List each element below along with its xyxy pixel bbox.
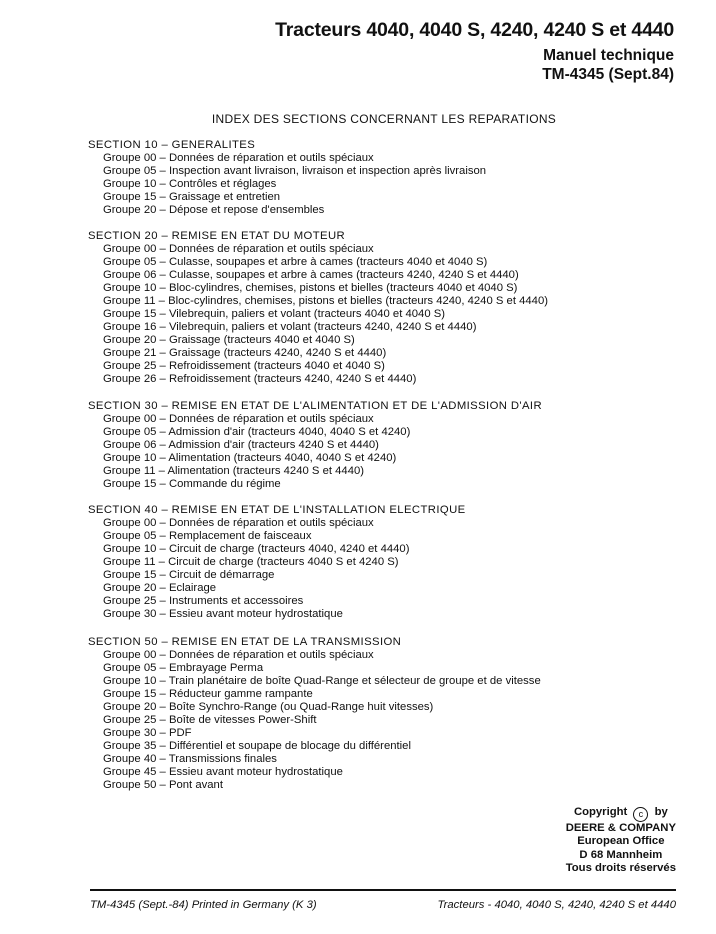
group-entry: Groupe 20 – Dépose et repose d'ensembles (103, 204, 325, 216)
section-title: SECTION 40 – REMISE EN ETAT DE L'INSTALLATION ELECTRIQUE (88, 504, 466, 516)
document-code: TM-4345 (Sept.84) (542, 66, 674, 83)
group-entry: Groupe 25 – Boîte de vitesses Power-Shift (103, 714, 317, 726)
footer-left: TM-4345 (Sept.-84) Printed in Germany (K 3) (90, 899, 317, 911)
group-entry: Groupe 05 – Admission d'air (tracteurs 4040, 4040 S et 4240) (103, 426, 411, 438)
group-entry: Groupe 26 – Refroidissement (tracteurs 4240, 4240 S et 4440) (103, 373, 417, 385)
document-header (275, 18, 674, 84)
group-entry: Groupe 30 – PDF (103, 727, 192, 739)
group-entry: Groupe 11 – Bloc-cylindres, chemises, pistons et bielles (tracteurs 4240, 4240 S et 4440) (103, 295, 548, 307)
group-entry: Groupe 06 – Admission d'air (tracteurs 4240 S et 4440) (103, 439, 379, 451)
group-entry: Groupe 10 – Bloc-cylindres, chemises, pistons et bielles (tracteurs 4040 et 4040 S) (103, 282, 518, 294)
group-entry: Groupe 15 – Réducteur gamme rampante (103, 688, 313, 700)
section-10 (88, 139, 486, 217)
group-entry: Groupe 10 – Train planétaire de boîte Quad-Range et sélecteur de groupe et de vitesse (103, 675, 541, 687)
group-entry: Groupe 00 – Données de réparation et outils spéciaux (103, 517, 374, 529)
group-entry: Groupe 00 – Données de réparation et outils spéciaux (103, 243, 374, 255)
group-entry: Groupe 21 – Graissage (tracteurs 4240, 4240 S et 4440) (103, 347, 387, 359)
section-20 (88, 230, 548, 386)
document-title: Tracteurs 4040, 4040 S, 4240, 4240 S et 4440 (275, 19, 674, 41)
group-entry: Groupe 20 – Boîte Synchro-Range (ou Quad-Range huit vitesses) (103, 701, 434, 713)
section-title: SECTION 30 – REMISE EN ETAT DE L'ALIMENTATION ET DE L'ADMISSION D'AIR (88, 400, 543, 412)
section-40 (88, 504, 466, 621)
group-entry: Groupe 05 – Embrayage Perma (103, 662, 264, 674)
group-entry: Groupe 20 – Eclairage (103, 582, 217, 594)
rights-notice: Tous droits réservés (565, 862, 676, 875)
company-office: European Office (577, 835, 665, 848)
footer-right: Tracteurs - 4040, 4040 S, 4240, 4240 S et 4440 (437, 899, 676, 911)
group-entry: Groupe 20 – Graissage (tracteurs 4040 et 4040 S) (103, 334, 355, 346)
section-title: SECTION 50 – REMISE EN ETAT DE LA TRANSMISSION (88, 636, 402, 648)
group-entry: Groupe 40 – Transmissions finales (103, 753, 277, 765)
group-entry: Groupe 10 – Alimentation (tracteurs 4040, 4040 S et 4240) (103, 452, 397, 464)
company-city: D 68 Mannheim (579, 848, 663, 861)
group-entry: Groupe 00 – Données de réparation et outils spéciaux (103, 413, 374, 425)
section-30 (88, 400, 542, 491)
group-entry: Groupe 15 – Circuit de démarrage (103, 569, 275, 581)
index-title: INDEX DES SECTIONS CONCERNANT LES REPARATIONS (211, 112, 557, 126)
group-entry: Groupe 05 – Culasse, soupapes et arbre à cames (tracteurs 4040 et 4040 S) (103, 256, 488, 268)
company-name: DEERE & COMPANY (565, 822, 676, 834)
group-entry: Groupe 30 – Essieu avant moteur hydrostatique (103, 608, 343, 620)
document-subtitle: Manuel technique (543, 47, 674, 64)
section-title: SECTION 20 – REMISE EN ETAT DU MOTEUR (88, 230, 346, 242)
group-entry: Groupe 05 – Remplacement de faisceaux (103, 530, 312, 542)
group-entry: Groupe 06 – Culasse, soupapes et arbre à cames (tracteurs 4240, 4240 S et 4440) (103, 269, 519, 281)
group-entry: Groupe 11 – Alimentation (tracteurs 4240 S et 4440) (103, 465, 365, 477)
group-entry: Groupe 00 – Données de réparation et outils spéciaux (103, 649, 374, 661)
copyright-by: by (654, 806, 668, 818)
group-entry: Groupe 10 – Contrôles et réglages (103, 178, 277, 190)
group-entry: Groupe 25 – Instruments et accessoires (103, 595, 304, 607)
group-entry: Groupe 05 – Inspection avant livraison, livraison et inspection après livraison (103, 165, 487, 177)
group-entry: Groupe 15 – Vilebrequin, paliers et volant (tracteurs 4040 et 4040 S) (103, 308, 446, 320)
group-entry: Groupe 45 – Essieu avant moteur hydrostatique (103, 766, 343, 778)
group-entry: Groupe 11 – Circuit de charge (tracteurs 4040 S et 4240 S) (103, 556, 399, 568)
footer-divider (90, 889, 676, 891)
group-entry: Groupe 15 – Graissage et entretien (103, 191, 281, 203)
copyright-line (566, 806, 676, 822)
group-entry: Groupe 35 – Différentiel et soupape de blocage du différentiel (103, 740, 411, 752)
copyright-block (566, 806, 676, 876)
group-entry: Groupe 15 – Commande du régime (103, 478, 281, 490)
section-50 (88, 636, 541, 792)
group-entry: Groupe 25 – Refroidissement (tracteurs 4040 et 4040 S) (103, 360, 385, 372)
group-entry: Groupe 50 – Pont avant (103, 779, 223, 791)
group-entry: Groupe 10 – Circuit de charge (tracteurs 4040, 4240 et 4440) (103, 543, 410, 555)
section-title: SECTION 10 – GENERALITES (88, 139, 256, 151)
copyright-word: Copyright (573, 806, 628, 818)
group-entry: Groupe 16 – Vilebrequin, paliers et volant (tracteurs 4240, 4240 S et 4440) (103, 321, 477, 333)
group-entry: Groupe 00 – Données de réparation et outils spéciaux (103, 152, 374, 164)
copyright-icon: c (633, 807, 648, 822)
